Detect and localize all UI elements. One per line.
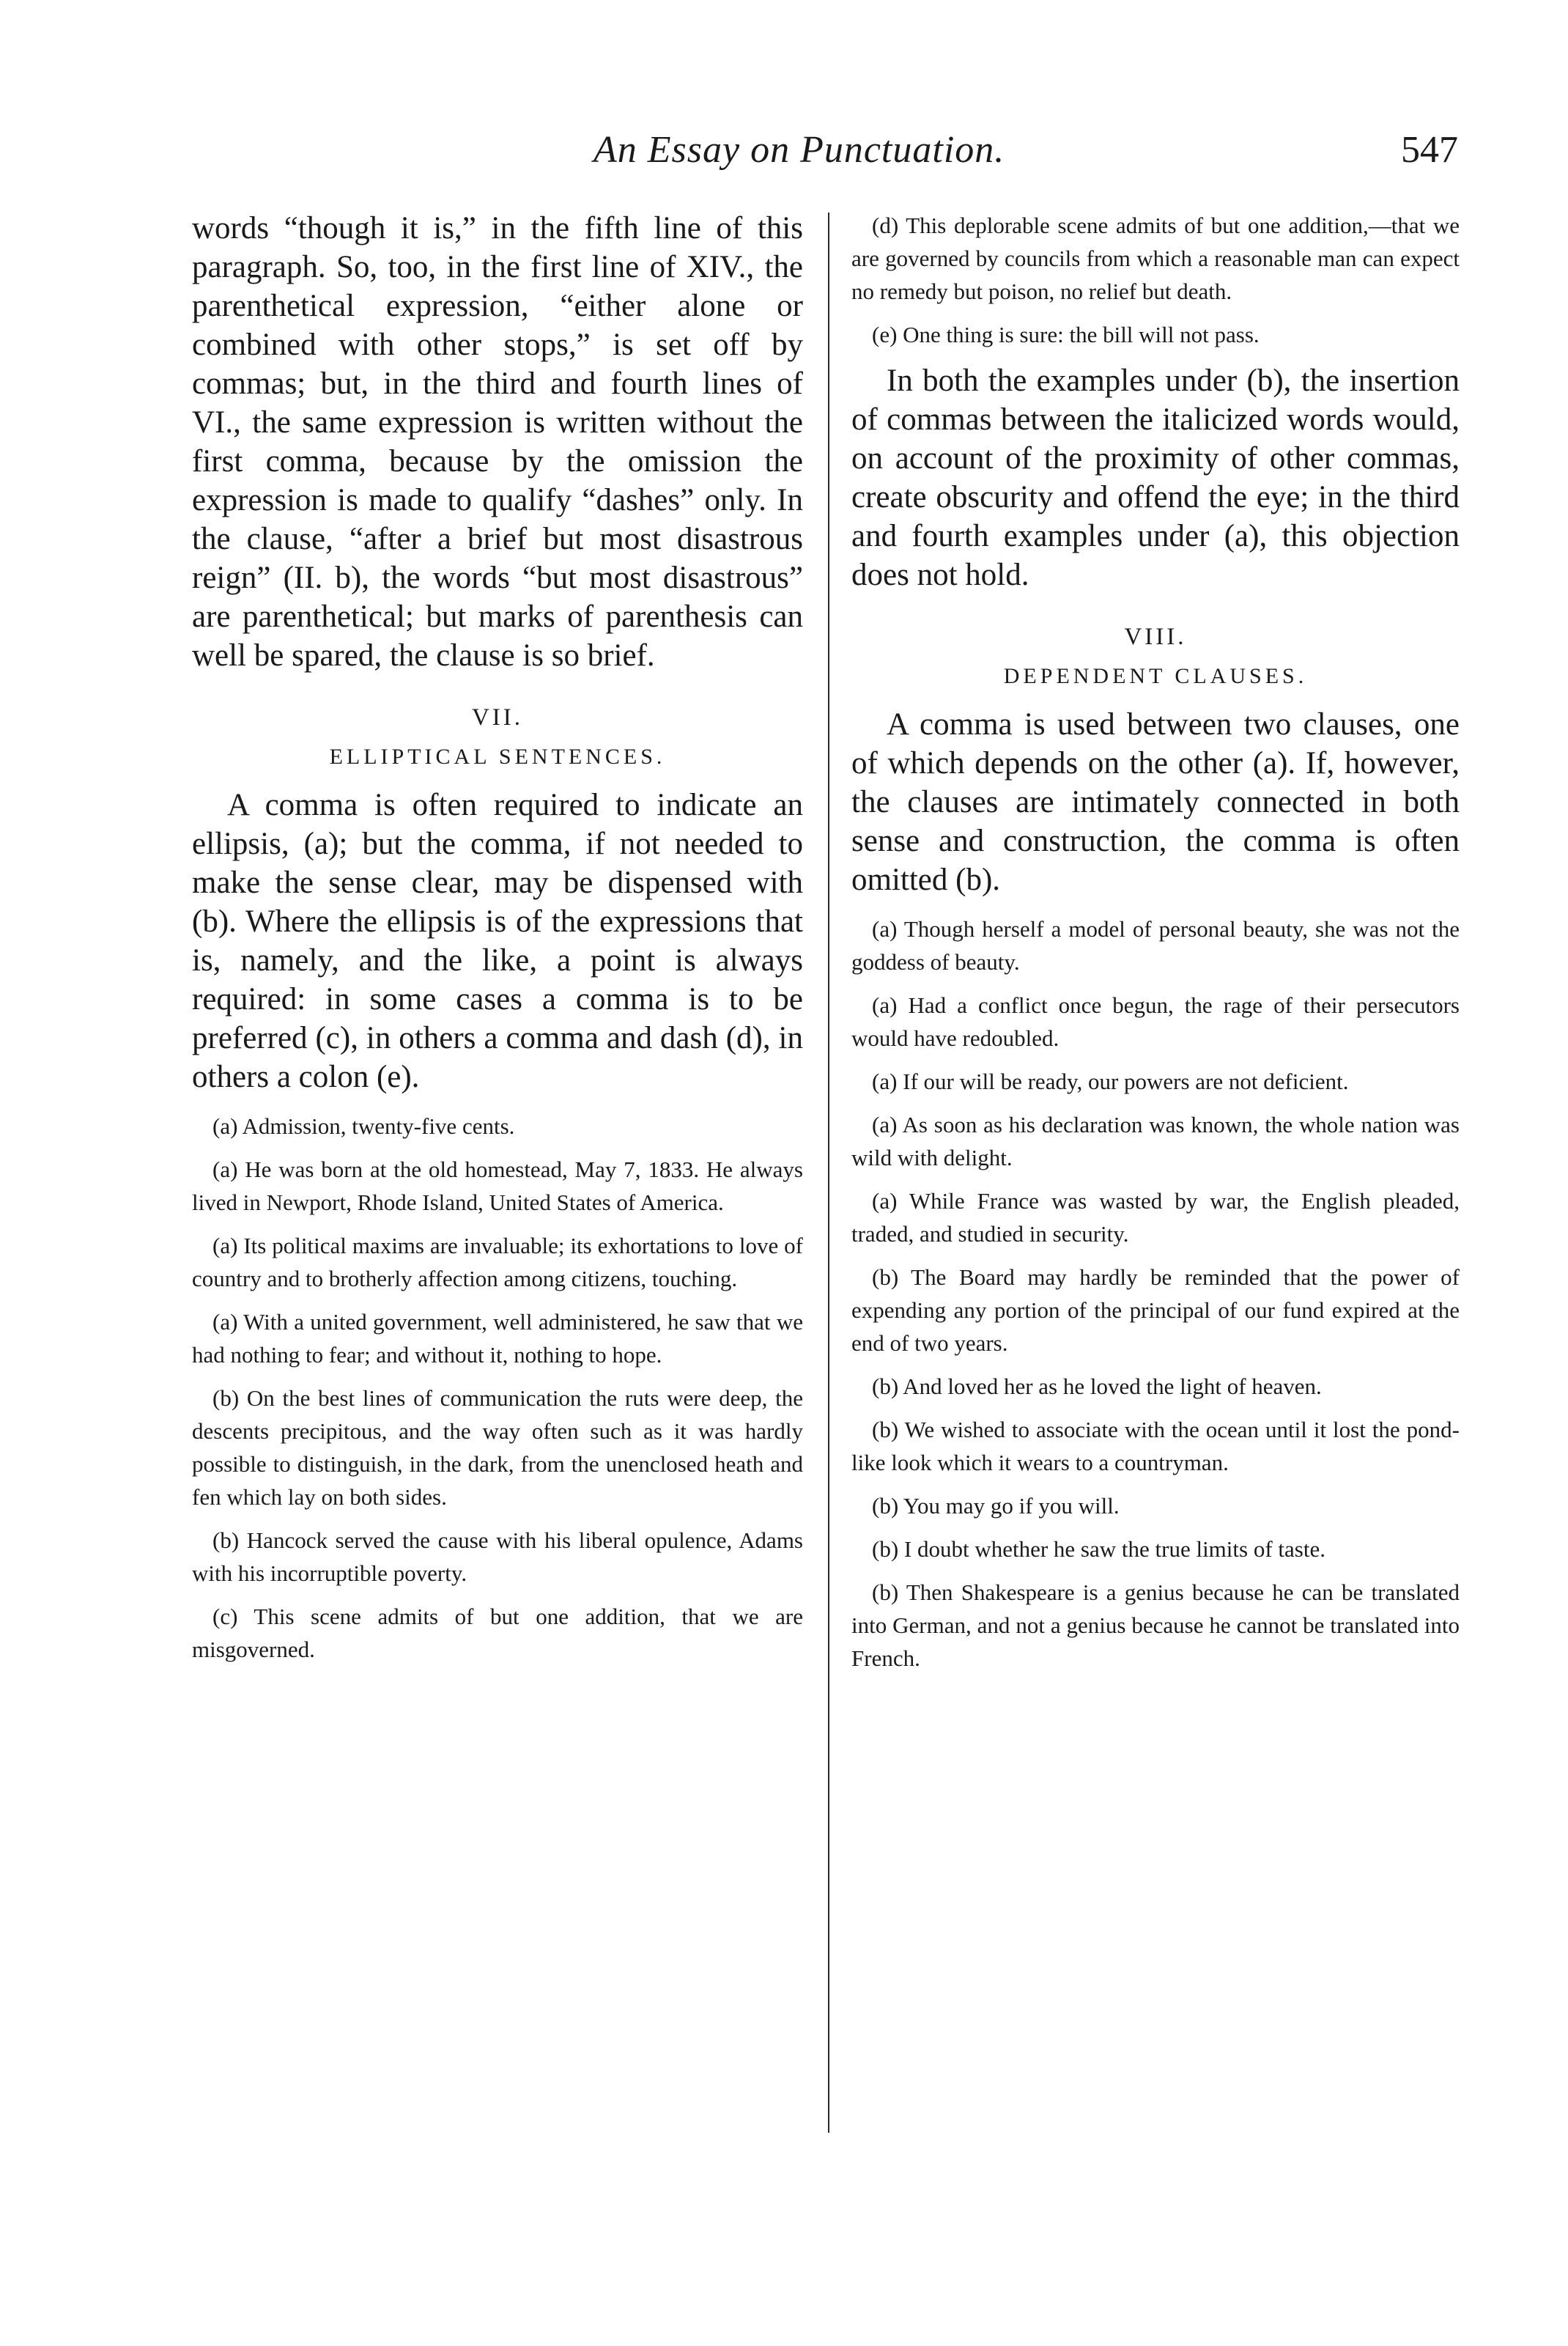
left-column	[192, 209, 803, 1676]
example-item: (b) And loved her as he loved the light of heaven.	[872, 1373, 1322, 1399]
example-item: (d) This deplorable scene admits of but one addition,—that we are governed by councils from which a reasonable man can expect no remedy but poison, no relief but death.	[851, 213, 1460, 304]
example-item: (b) The Board may hardly be reminded that the power of expending any portion of the principal of our fund expired at the end of two years.	[851, 1264, 1460, 1356]
example-item: (a) While France was wasted by war, the English pleaded, traded, and studied in security.	[851, 1188, 1460, 1247]
example-item: (e) One thing is sure: the bill will not pass.	[872, 322, 1260, 347]
example-item: (b) We wished to associate with the ocean until it lost the pond-like look which it wears to a countryman.	[851, 1417, 1460, 1475]
section-number-vii: VII.	[471, 704, 524, 731]
example-item: (a) As soon as his declaration was known, the whole nation was wild with delight.	[851, 1112, 1460, 1170]
right-column	[851, 209, 1460, 1685]
example-item: (b) I doubt whether he saw the true limits of taste.	[872, 1536, 1325, 1562]
example-item: (b) You may go if you will.	[872, 1493, 1120, 1519]
example-item: (b) On the best lines of communication the ruts were deep, the descents precipitous, and the way often such as it was hardly possible to distinguish, in the dark, from the unenclosed heath and fen which lay on both sides.	[192, 1385, 803, 1510]
example-item: (a) With a united government, well administered, he saw that we had nothing to fear; and without it, nothing to hope.	[192, 1309, 803, 1368]
example-item: (c) This scene admits of but one addition, that we are misgoverned.	[192, 1604, 803, 1662]
example-item: (a) Admission, twenty-five cents.	[212, 1113, 515, 1139]
example-item: (a) Its political maxims are invaluable; its exhortations to love of country and to brotherly affection among citizens, touching.	[192, 1233, 803, 1291]
page-number: 547	[1401, 129, 1458, 171]
example-item: (b) Then Shakespeare is a genius because he can be translated into German, and not a genius because he cannot be translated into French.	[851, 1579, 1460, 1671]
rule-paragraph-elliptical: A comma is often required to indicate an ellipsis, (a); but the comma, if not needed to make the sense clear, may be dispensed with (b). Where the ellipsis is of the expressions that is, namely, and the like, a point is always required: in some cases a comma is to be preferred (c), in others a comma and dash (d), in others a colon (e).	[192, 788, 803, 1094]
intro-paragraph: words “though it is,” in the fifth line of this paragraph. So, too, in the first line of XIV., the parenthetical expression, “either alone or combined with other stops,” is set off by commas; but, in the third and fourth lines of VI., the same expression is written without the first comma, because by the omission the expression is made to qualify “dashes” only. In the clause, “after a brief but most disastrous reign” (II. b), the words “but most disastrous” are parenthetical; but marks of parenthesis can well be spared, the clause is so brief.	[192, 211, 803, 673]
example-item: (a) If our will be ready, our powers are not deficient.	[872, 1069, 1349, 1094]
example-item: (b) Hancock served the cause with his liberal opulence, Adams with his incorruptible poverty.	[192, 1527, 803, 1586]
rule-paragraph-dependent: A comma is used between two clauses, one of which depends on the other (a). If, however, the clauses are intimately connected in both sense and construction, the comma is often omitted (b).	[851, 707, 1460, 897]
section-title-dependent: DEPENDENT CLAUSES.	[1003, 664, 1308, 688]
example-item: (a) Though herself a model of personal beauty, she was not the goddess of beauty.	[851, 916, 1460, 975]
commentary-paragraph: In both the examples under (b), the insertion of commas between the italicized words would, on account of the proximity of other commas, create obscurity and offend the eye; in the third and fourth examples under (a), this objection does not hold.	[851, 364, 1460, 592]
column-divider	[828, 213, 829, 2133]
running-head	[0, 128, 1568, 187]
example-item: (a) He was born at the old homestead, May 7, 1833. He always lived in Newport, Rhode Island, United States of America.	[192, 1157, 803, 1215]
running-title: An Essay on Punctuation.	[593, 129, 1005, 171]
example-item: (a) Had a conflict once begun, the rage of their persecutors would have redoubled.	[851, 992, 1460, 1051]
section-title-elliptical: ELLIPTICAL SENTENCES.	[329, 745, 666, 769]
section-number-viii: VIII.	[1124, 624, 1187, 650]
